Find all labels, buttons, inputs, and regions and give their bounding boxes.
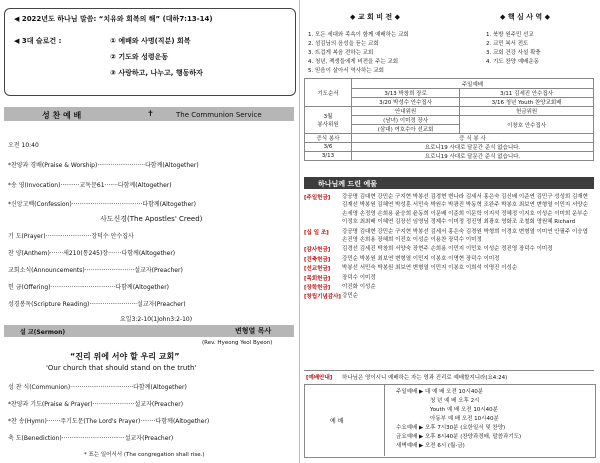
motto-3: ③ 사랑하고, 나누고, 행동하자 — [110, 69, 203, 77]
year-theme: ◀ 2022년도 하나님 말씀: “치유와 회복의 해” (대하7:13-14) — [14, 15, 213, 23]
order-benediction: 축 도(Benediction)·································설교자(Preacher) — [8, 435, 174, 442]
duty-table — [304, 78, 594, 161]
usher-1: (남녀) 이미정 장사 — [352, 116, 460, 125]
mission-1: 1. 북방 원주민 선교 — [486, 32, 534, 38]
offering-row — [304, 193, 594, 227]
rise-note: * 표는 일어서서 (The congregation shall rise.) — [84, 452, 205, 458]
offering-label: [선교헌금] — [304, 266, 331, 273]
worship-guide-label: [예배안내] — [306, 375, 333, 381]
volunteer-label — [305, 107, 352, 134]
order-announcements: 교회소식(Announcements)··························설교자(Preacher) — [8, 267, 183, 274]
prayer-1: 3/13 박창희 장로 — [352, 89, 460, 98]
offering-label: [장학헌금] — [304, 285, 331, 292]
service-title: 성 찬 예 배 — [42, 111, 82, 120]
usher-2: (삼대) 여호수아 선교회 — [352, 125, 460, 134]
mission-title: ◆ 핵 심 사 역 ◆ — [500, 13, 550, 21]
service-title-en: The Communion Service — [176, 111, 262, 119]
offering-names: 강공명 김대현 강민순 구지현 박봉선 김경현 변나라 김세서 홍은숙 김신배 이준연 김민구 성성희 김재현 김재선 박봉원 김혜연 박성훈 서민숙 박원수 박광진 박동혁 조완주 박봉호 최보연 변형열 이민지 서양순 손세영 손정영 손희용 윤승희 윤동희 이문배 이준희 이문학 이지석 정혜정 이지호 이성순 이미희 운부순 이정호 최최배 이혜연 김장선 임영님 정제수 이미정 정진영 최광호 영화조 조철회 영원혜 Richard — [342, 194, 588, 226]
mission-3: 3. 교회 건강 사설 확충 — [486, 50, 541, 56]
offering-header: 헌금위원 — [460, 107, 594, 116]
offering-title: 하나님께 드린 예물 — [318, 180, 377, 188]
order-confession: *신앙고백(Confession)·····································다함께(Altogether) — [8, 201, 196, 208]
worship-row-3: Youth 예 배 오전 10시40분 — [430, 407, 498, 413]
prayer-order-label: 기도순서 — [305, 79, 352, 107]
scripture-ref: 요일3:2-10(1John3:2-10) — [120, 316, 193, 323]
offering-names: 박봉선 서민숙 박봉원 최보연 변형열 이민지 이봉호 이희석 이명진 이성순 — [342, 265, 518, 272]
motto-label: ◀ 3대 슬로건 : — [14, 37, 62, 45]
offering-volunteer: 이창호 안수집사 — [460, 116, 594, 134]
meal-label: 증식 봉사 — [305, 134, 352, 143]
offering-row — [304, 228, 594, 245]
sermon-title-en: 'Our church that should stand on the truth' — [46, 364, 197, 372]
prayer-4: 3/16 청년 Youth 찬양교회배 — [460, 98, 594, 107]
offering-names: 이진화 이성순 — [342, 284, 376, 291]
meal-date-2: 3/13 — [305, 152, 352, 161]
offering-row — [304, 264, 594, 272]
offering-label: [건축헌금] — [304, 256, 331, 263]
page-divider — [299, 0, 300, 463]
offering-names: 김경선 김세진 박창희 서양숙 장현주 손희용 이민지 이민호 이성순 정진영 장덕수 이미정 — [342, 246, 553, 253]
vision-5: 5. 믿음이 살아서 역사하는 교회 — [308, 68, 384, 74]
worship-row-2: 청 년 예 배 오후 2시 — [430, 398, 480, 404]
sermon-label: 설 교(Sermon) — [20, 329, 66, 336]
sunday-worship-header: 주일예배 — [352, 79, 594, 89]
worship-row-4: 아동부 예 배 오전 10시40분 — [430, 416, 499, 422]
meal-note-2: 요로니19 사대로 달문간 준식 없습니다. — [352, 152, 594, 161]
worship-row-5: 수요예배 ▶ 오후 7시30분 (요한일서 및 찬양) — [396, 425, 506, 431]
order-anthem: 찬 양(Anthem)·······새210(통245)장·······다함께(Altogether) — [8, 250, 176, 257]
worship-row-1: 주일예배 ▶ 대 예 배 오전 10시40분 — [396, 389, 484, 395]
sermon-title: “진리 위에 서야 할 우리 교회” — [70, 352, 180, 361]
prayer-3: 3/20 박성수 안수집사 — [352, 98, 460, 107]
volunteer-label-text: 3월 봉사위원 — [317, 114, 339, 128]
offering-list — [304, 193, 594, 302]
offering-label: [십 일 조] — [304, 229, 329, 236]
cross-icon: ✝ — [147, 109, 154, 118]
offering-row — [304, 292, 594, 300]
worship-row-7: 새벽예배 ▶ 오전 6시 (월-금) — [396, 443, 465, 449]
order-offering: 헌 금(Offering)··································다함께(Altogether) — [8, 284, 169, 291]
vision-3: 3. 뜨겁게 복음 전하는 교회 — [308, 50, 374, 56]
offering-label: [창립기념감사] — [304, 294, 341, 301]
offering-row — [304, 255, 594, 263]
offering-row — [304, 245, 594, 253]
offering-names: 강민순 — [342, 293, 358, 300]
order-hymn: *찬 송(Hymn)·······주기도문(The Lord's Prayer)········다함께(Altogether) — [8, 418, 210, 425]
offering-label: [감사헌금] — [304, 247, 331, 254]
motto-1: ① 예배와 사명(직분) 회복 — [110, 37, 191, 45]
offering-names: 장덕수 이미정 — [342, 274, 376, 281]
offering-names: 강공명 김대현 강민순 구지현 박봉선 김세서 홍은숙 김경원 박형희 이경호 변형열 이미연 안필주 이승엽 손진영 손희용 장혜희 이진호 이성순 이용찬 장덕수 이미정 — [342, 228, 588, 244]
creed: 사도신경(The Apostles' Creed) — [100, 215, 203, 223]
mission-2: 2. 교민 복서 전도 — [486, 41, 529, 47]
usher-header: 안내위원 — [352, 107, 460, 116]
vision-title: ◆ 교 회 비 전 ◆ — [350, 13, 400, 21]
vision-2: 2. 섬김님의 음성을 듣는 교회 — [308, 41, 379, 47]
offering-row — [304, 283, 594, 291]
mission-4: 4. 기도 찬양 예배운동 — [486, 59, 539, 65]
order-praise: *찬양과 경배(Praise & Worship)·························다함께(Altogether) — [8, 162, 199, 169]
offering-label: [주일헌금] — [304, 195, 331, 201]
prayer-2: 3/11 김세진 안수집사 — [460, 89, 594, 98]
order-praise-prayer: *찬양과 기도(Praise & Prayer)······················설교자(Preacher) — [8, 401, 184, 408]
meal-note-1: 요로니19 사대로 달문간 준식 없습니다. — [352, 143, 594, 152]
vision-1: 1. 모든 세대와 족속이 함께 예배하는 교회 — [308, 32, 409, 38]
worship-side-label: 예 배 — [330, 418, 344, 425]
worship-guide-rule — [304, 370, 594, 371]
meal-header: 증 식 봉 사 — [352, 134, 594, 143]
order-prayer: 기 도(Prayer)························장덕수 안수집사 — [8, 233, 134, 240]
worship-guide-side — [304, 384, 385, 456]
order-communion: 성 찬 식(Communion)·································다함께(Altogether) — [8, 384, 187, 391]
order-scripture: 성경봉독(Scripture Reading)·························설교자(Preacher) — [8, 301, 186, 308]
preacher: 변형열 목사 — [235, 327, 272, 335]
offering-row — [304, 274, 594, 282]
worship-row-6: 금요예배 ▶ 오후 8시40분 (찬양과경배, 말씀과기도) — [396, 434, 522, 440]
motto-2: ② 기도와 성령운동 — [110, 53, 169, 61]
vision-4: 4. 청년, 젝생들에게 비전을 주는 교회 — [308, 59, 399, 65]
preacher-en: (Rev. Hyeong Yeol Byeon) — [202, 340, 273, 346]
worship-guide-verse: 하나님은 영이시니 예배하는 자는 영과 진리로 예배할지니라(요4:24) — [342, 375, 508, 381]
service-time: 오전 10:40 — [8, 142, 39, 149]
order-invocation: *송 영(Invocation)··········교독문61·······다함께(Altogether) — [8, 182, 172, 189]
meal-date-1: 3/6 — [305, 143, 352, 152]
offering-names: 강민순 박봉원 최보연 변형열 이민지 이봉호 이명현 장덕수 이미정 — [342, 255, 500, 262]
offering-label: [목회헌금] — [304, 275, 331, 282]
